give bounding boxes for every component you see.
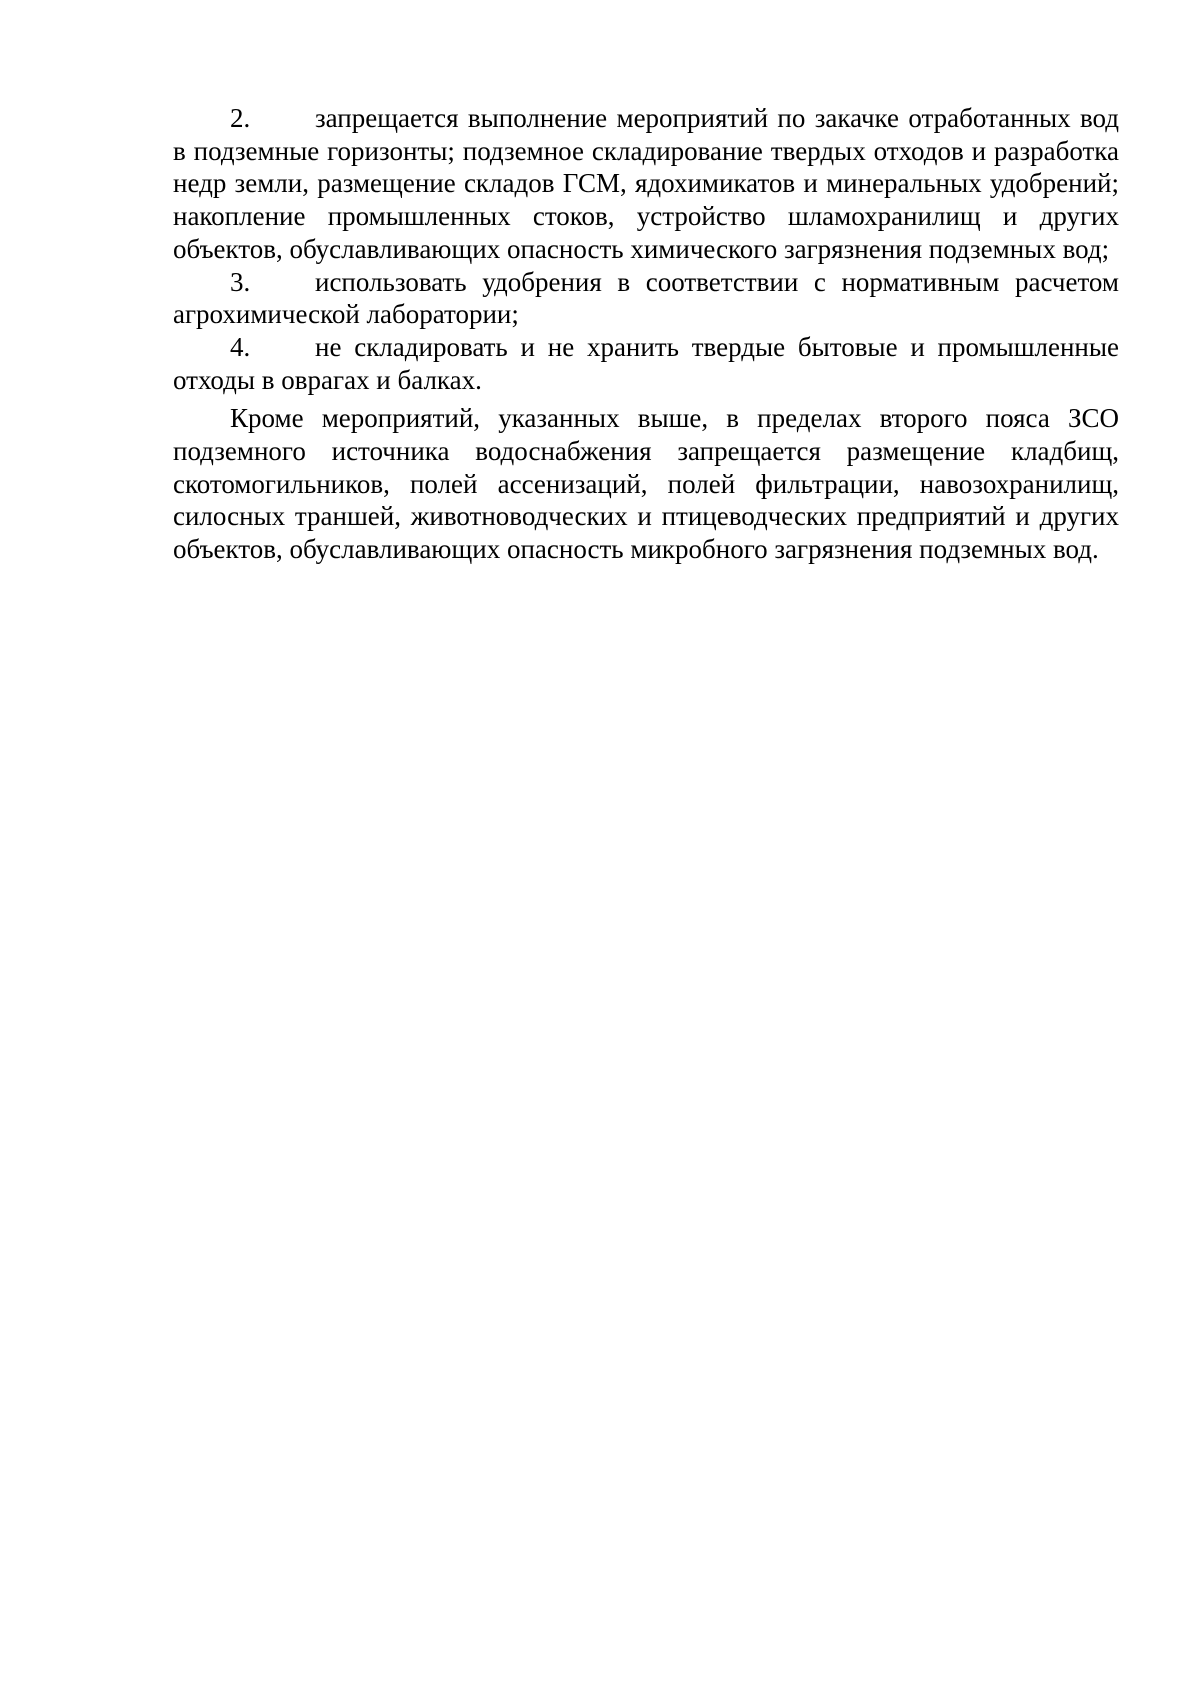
list-item-3 (173, 266, 1119, 331)
document-body (173, 102, 1119, 566)
body-paragraph: Кроме мероприятий, указанных выше, в пределах второго пояса ЗСО подземного источника водоснабжения запрещается размещение кладбищ, скотомогильников, полей ассенизаций, полей фильтрации, навозохранилищ, силосных траншей, животноводческих и птицеводческих предприятий и других объектов, обуславливающих опасность микробного загрязнения подземных вод. (173, 403, 1119, 565)
list-item-number: 3. (230, 266, 251, 297)
list-item-number: 2. (230, 103, 251, 133)
list-item-4 (173, 331, 1119, 396)
list-item-text: использовать удобрения в соответствии с нормативным расчетом агрохимической лаборатории; (173, 266, 1119, 330)
list-item-text: не складировать и не хранить твердые бытовые и промышленные отходы в оврагах и балках. (173, 331, 1119, 395)
list-item-text: запрещается выполнение мероприятий по закачке отработанных вод в подземные горизонты; подземное складирование твердых отходов и разработка недр земли, размещение складов ГСМ, ядохимикатов и минеральных удобрений; накопление промышленных стоков, устройство шламохранилищ и других объектов, обуславливающих опасность химического загрязнения подземных вод; (173, 103, 1119, 264)
list-item-number: 4. (230, 331, 251, 362)
list-item-2 (173, 102, 1119, 266)
